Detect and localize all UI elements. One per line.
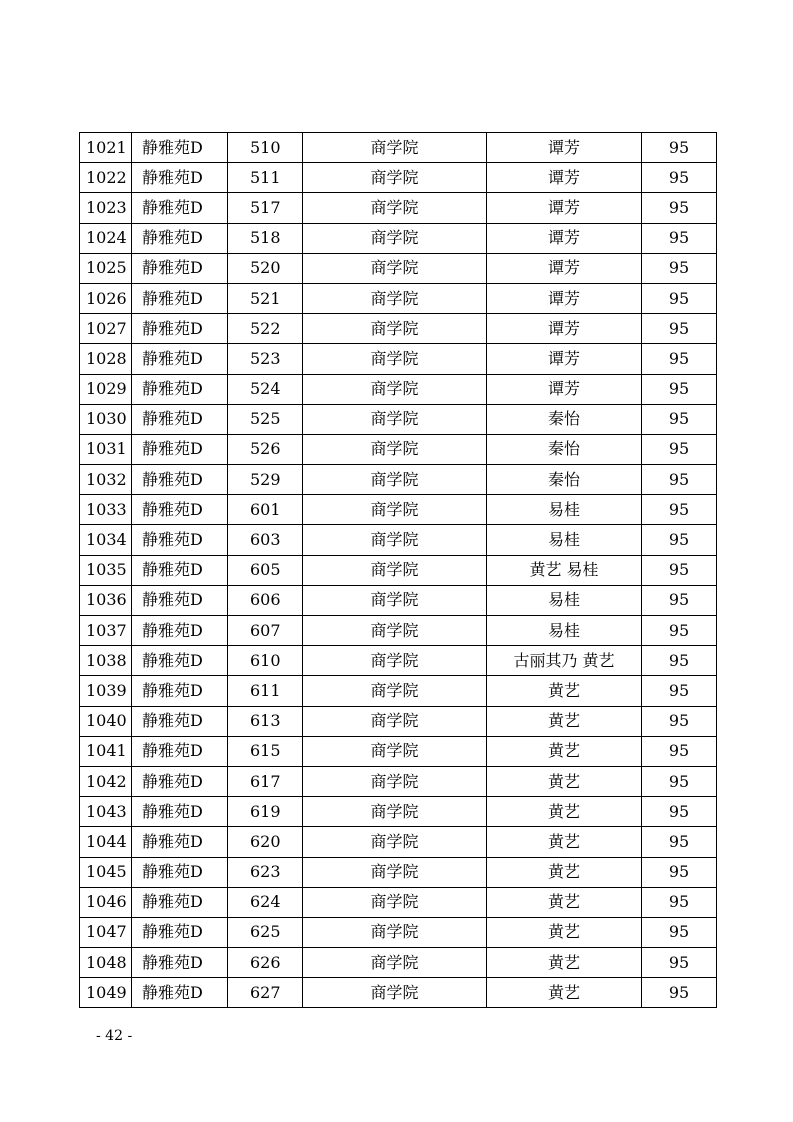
table-row [80,766,717,796]
table-row [80,465,717,495]
row-number-cell: 1030 [80,404,132,434]
room-cell: 620 [228,827,303,857]
counselor-cell: 谭芳 [487,223,642,253]
college-cell: 商学院 [303,223,487,253]
score-cell: 95 [642,887,717,917]
college-cell: 商学院 [303,857,487,887]
college-cell: 商学院 [303,283,487,313]
counselor-cell: 黄艺 [487,827,642,857]
row-number-cell: 1031 [80,434,132,464]
building-cell: 静雅苑D [132,344,228,374]
row-number-cell: 1044 [80,827,132,857]
building-cell: 静雅苑D [132,253,228,283]
college-cell: 商学院 [303,676,487,706]
table-row [80,434,717,464]
row-number-cell: 1032 [80,465,132,495]
room-cell: 605 [228,555,303,585]
row-number-cell: 1037 [80,616,132,646]
room-cell: 607 [228,616,303,646]
counselor-cell: 黄艺 [487,736,642,766]
page-number: - 42 - [96,1028,133,1044]
score-cell: 95 [642,133,717,163]
counselor-cell: 谭芳 [487,283,642,313]
score-cell: 95 [642,797,717,827]
counselor-cell: 黄艺 易桂 [487,555,642,585]
table-row [80,646,717,676]
score-cell: 95 [642,827,717,857]
building-cell: 静雅苑D [132,797,228,827]
room-cell: 510 [228,133,303,163]
college-cell: 商学院 [303,314,487,344]
table-row [80,706,717,736]
building-cell: 静雅苑D [132,585,228,615]
score-cell: 95 [642,404,717,434]
table-row [80,857,717,887]
building-cell: 静雅苑D [132,495,228,525]
building-cell: 静雅苑D [132,193,228,223]
counselor-cell: 秦怡 [487,434,642,464]
score-cell: 95 [642,646,717,676]
score-cell: 95 [642,344,717,374]
table-row [80,163,717,193]
building-cell: 静雅苑D [132,827,228,857]
room-cell: 606 [228,585,303,615]
row-number-cell: 1024 [80,223,132,253]
table-row [80,917,717,947]
score-cell: 95 [642,374,717,404]
room-cell: 525 [228,404,303,434]
table-row [80,374,717,404]
building-cell: 静雅苑D [132,374,228,404]
table-row [80,616,717,646]
score-cell: 95 [642,495,717,525]
row-number-cell: 1035 [80,555,132,585]
college-cell: 商学院 [303,646,487,676]
table-row [80,314,717,344]
room-cell: 626 [228,948,303,978]
building-cell: 静雅苑D [132,917,228,947]
college-cell: 商学院 [303,434,487,464]
row-number-cell: 1027 [80,314,132,344]
table-row [80,948,717,978]
building-cell: 静雅苑D [132,223,228,253]
building-cell: 静雅苑D [132,434,228,464]
records-table [79,132,717,1008]
room-cell: 517 [228,193,303,223]
college-cell: 商学院 [303,797,487,827]
score-cell: 95 [642,314,717,344]
table-row [80,887,717,917]
building-cell: 静雅苑D [132,646,228,676]
room-cell: 615 [228,736,303,766]
row-number-cell: 1026 [80,283,132,313]
counselor-cell: 黄艺 [487,978,642,1008]
table-row [80,827,717,857]
table-row [80,525,717,555]
table-row [80,283,717,313]
room-cell: 617 [228,766,303,796]
records-body [80,133,717,1008]
building-cell: 静雅苑D [132,283,228,313]
room-cell: 603 [228,525,303,555]
building-cell: 静雅苑D [132,978,228,1008]
counselor-cell: 黄艺 [487,706,642,736]
building-cell: 静雅苑D [132,133,228,163]
score-cell: 95 [642,766,717,796]
college-cell: 商学院 [303,827,487,857]
counselor-cell: 易桂 [487,525,642,555]
row-number-cell: 1040 [80,706,132,736]
college-cell: 商学院 [303,948,487,978]
room-cell: 523 [228,344,303,374]
table-row [80,404,717,434]
room-cell: 601 [228,495,303,525]
room-cell: 623 [228,857,303,887]
table-row [80,585,717,615]
row-number-cell: 1029 [80,374,132,404]
table-row [80,133,717,163]
score-cell: 95 [642,163,717,193]
building-cell: 静雅苑D [132,163,228,193]
room-cell: 625 [228,917,303,947]
table-row [80,193,717,223]
college-cell: 商学院 [303,736,487,766]
counselor-cell: 谭芳 [487,253,642,283]
score-cell: 95 [642,253,717,283]
table-row [80,253,717,283]
college-cell: 商学院 [303,887,487,917]
score-cell: 95 [642,948,717,978]
room-cell: 624 [228,887,303,917]
counselor-cell: 谭芳 [487,374,642,404]
building-cell: 静雅苑D [132,465,228,495]
score-cell: 95 [642,434,717,464]
building-cell: 静雅苑D [132,887,228,917]
score-cell: 95 [642,736,717,766]
building-cell: 静雅苑D [132,857,228,887]
room-cell: 524 [228,374,303,404]
counselor-cell: 易桂 [487,495,642,525]
counselor-cell: 黄艺 [487,887,642,917]
building-cell: 静雅苑D [132,766,228,796]
row-number-cell: 1049 [80,978,132,1008]
score-cell: 95 [642,525,717,555]
row-number-cell: 1036 [80,585,132,615]
counselor-cell: 秦怡 [487,465,642,495]
building-cell: 静雅苑D [132,676,228,706]
counselor-cell: 黄艺 [487,917,642,947]
table-row [80,495,717,525]
counselor-cell: 黄艺 [487,948,642,978]
row-number-cell: 1043 [80,797,132,827]
row-number-cell: 1048 [80,948,132,978]
college-cell: 商学院 [303,374,487,404]
row-number-cell: 1021 [80,133,132,163]
building-cell: 静雅苑D [132,736,228,766]
table-row [80,344,717,374]
counselor-cell: 谭芳 [487,163,642,193]
row-number-cell: 1042 [80,766,132,796]
room-cell: 518 [228,223,303,253]
counselor-cell: 黄艺 [487,766,642,796]
counselor-cell: 黄艺 [487,857,642,887]
row-number-cell: 1046 [80,887,132,917]
table-row [80,555,717,585]
score-cell: 95 [642,465,717,495]
counselor-cell: 易桂 [487,616,642,646]
room-cell: 521 [228,283,303,313]
college-cell: 商学院 [303,585,487,615]
college-cell: 商学院 [303,766,487,796]
room-cell: 610 [228,646,303,676]
college-cell: 商学院 [303,253,487,283]
score-cell: 95 [642,223,717,253]
score-cell: 95 [642,283,717,313]
table-row [80,223,717,253]
row-number-cell: 1045 [80,857,132,887]
room-cell: 522 [228,314,303,344]
score-cell: 95 [642,917,717,947]
college-cell: 商学院 [303,344,487,374]
room-cell: 627 [228,978,303,1008]
row-number-cell: 1022 [80,163,132,193]
score-cell: 95 [642,978,717,1008]
building-cell: 静雅苑D [132,706,228,736]
room-cell: 520 [228,253,303,283]
counselor-cell: 谭芳 [487,314,642,344]
building-cell: 静雅苑D [132,525,228,555]
room-cell: 511 [228,163,303,193]
room-cell: 529 [228,465,303,495]
counselor-cell: 黄艺 [487,797,642,827]
college-cell: 商学院 [303,978,487,1008]
building-cell: 静雅苑D [132,314,228,344]
score-cell: 95 [642,676,717,706]
counselor-cell: 谭芳 [487,133,642,163]
college-cell: 商学院 [303,193,487,223]
counselor-cell: 黄艺 [487,676,642,706]
building-cell: 静雅苑D [132,555,228,585]
college-cell: 商学院 [303,555,487,585]
room-cell: 526 [228,434,303,464]
score-cell: 95 [642,857,717,887]
row-number-cell: 1028 [80,344,132,374]
score-cell: 95 [642,616,717,646]
counselor-cell: 谭芳 [487,193,642,223]
row-number-cell: 1023 [80,193,132,223]
college-cell: 商学院 [303,163,487,193]
room-cell: 619 [228,797,303,827]
row-number-cell: 1038 [80,646,132,676]
building-cell: 静雅苑D [132,616,228,646]
counselor-cell: 易桂 [487,585,642,615]
row-number-cell: 1033 [80,495,132,525]
college-cell: 商学院 [303,917,487,947]
row-number-cell: 1034 [80,525,132,555]
college-cell: 商学院 [303,404,487,434]
score-cell: 95 [642,193,717,223]
row-number-cell: 1047 [80,917,132,947]
table-row [80,676,717,706]
college-cell: 商学院 [303,616,487,646]
table-row [80,797,717,827]
room-cell: 613 [228,706,303,736]
counselor-cell: 秦怡 [487,404,642,434]
college-cell: 商学院 [303,525,487,555]
building-cell: 静雅苑D [132,948,228,978]
row-number-cell: 1039 [80,676,132,706]
table-row [80,736,717,766]
college-cell: 商学院 [303,495,487,525]
row-number-cell: 1041 [80,736,132,766]
building-cell: 静雅苑D [132,404,228,434]
college-cell: 商学院 [303,133,487,163]
row-number-cell: 1025 [80,253,132,283]
score-cell: 95 [642,585,717,615]
score-cell: 95 [642,706,717,736]
table-row [80,978,717,1008]
college-cell: 商学院 [303,465,487,495]
room-cell: 611 [228,676,303,706]
college-cell: 商学院 [303,706,487,736]
score-cell: 95 [642,555,717,585]
counselor-cell: 谭芳 [487,344,642,374]
counselor-cell: 古丽其乃 黄艺 [487,646,642,676]
